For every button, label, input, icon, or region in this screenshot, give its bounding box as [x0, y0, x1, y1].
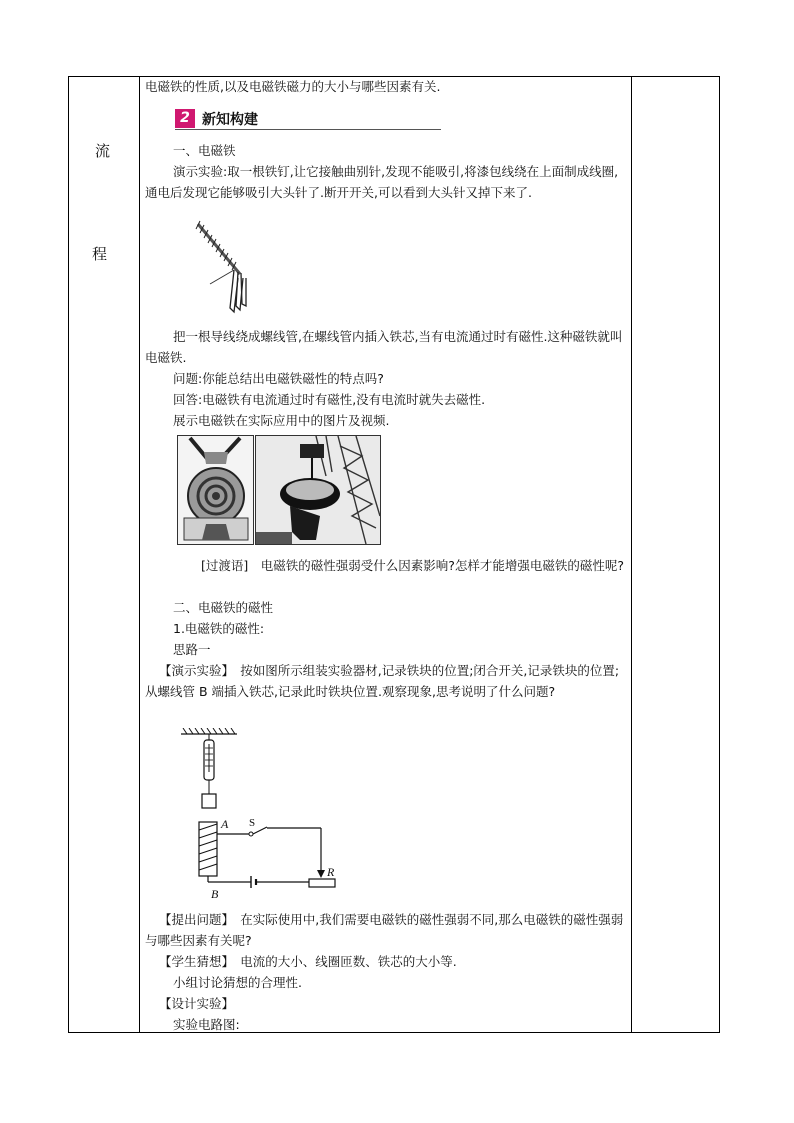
column-divider-left — [139, 77, 140, 1032]
circuit-label-s: S — [249, 817, 256, 829]
question-text: 问题:你能总结出电磁铁磁性的特点吗? — [173, 371, 384, 386]
guess-text: 【学生猜想】 电流的大小、线圈匝数、铁芯的大小等. — [159, 954, 457, 969]
demo1-text: 演示实验:取一根铁钉,让它接触曲别针,发现不能吸引,将漆包线绕在上面制成线圈,通电后发现它能够吸引大头针了.断开开关,可以看到大头针又掉下来了. — [145, 164, 619, 200]
circuit-diagram-label: 实验电路图: — [173, 1017, 240, 1032]
raise-question-text: 【提出问题】 在实际使用中,我们需要电磁铁的磁性强弱不同,那么电磁铁的磁性强弱与哪些因素有关呢? — [145, 912, 624, 948]
discuss-text: 小组讨论猜想的合理性. — [173, 975, 302, 990]
answer-text: 回答:电磁铁有电流通过时有磁性,没有电流时就失去磁性. — [173, 392, 486, 407]
part1-title: 一、电磁铁 — [173, 143, 236, 158]
circuit-label-a: A — [221, 817, 229, 831]
show-text: 展示电磁铁在实际应用中的图片及视频. — [173, 413, 390, 428]
electromagnet-photo-2 — [255, 435, 381, 545]
design-text: 【设计实验】 — [159, 996, 235, 1011]
section-header — [175, 107, 441, 130]
intro-line: 电磁铁的性质,以及电磁铁磁力的大小与哪些因素有关. — [145, 79, 441, 94]
side-label-liu: 流 — [95, 142, 111, 160]
circuit-label-b: B — [211, 887, 219, 901]
demo2-text: 【演示实验】 按如图所示组装实验器材,记录铁块的位置;闭合开关,记录铁块的位置;从螺线管 B 端插入铁芯,记录此时铁块位置.观察现象,思考说明了什么问题? — [145, 663, 620, 699]
idea1-text: 思路一 — [173, 642, 211, 657]
section-number: 2 — [175, 109, 195, 128]
solenoid-text: 把一根导线绕成螺线管,在螺线管内插入铁芯,当有电流通过时有磁性.这种磁铁就叫电磁铁. — [145, 329, 623, 365]
sub1-text: 1.电磁铁的磁性: — [173, 621, 265, 636]
part2-title: 二、电磁铁的磁性 — [173, 600, 274, 615]
side-label-cheng: 程 — [92, 245, 108, 263]
electromagnet-photo-1 — [177, 435, 254, 545]
circuit-diagram — [173, 728, 353, 908]
transition-text: [过渡语] 电磁铁的磁性强弱受什么因素影响?怎样才能增强电磁铁的磁性呢? — [201, 558, 625, 573]
nail-coil-figure — [190, 218, 260, 318]
circuit-label-r: R — [327, 865, 335, 879]
column-divider-right — [631, 77, 632, 1032]
section-title: 新知构建 — [202, 112, 258, 128]
